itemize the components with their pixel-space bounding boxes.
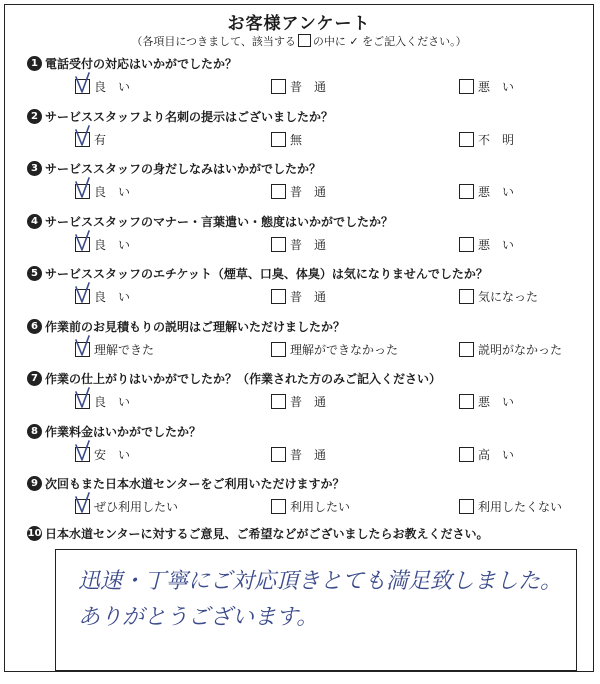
- question-2: [27, 108, 333, 125]
- option-label: 良 い: [94, 238, 131, 252]
- checkbox[interactable]: [459, 132, 474, 147]
- checkmark-icon: [73, 124, 95, 148]
- checkbox[interactable]: [271, 184, 286, 199]
- option-label: 安 い: [94, 448, 131, 462]
- survey-title: お客様アンケート: [227, 14, 371, 34]
- question-text: 作業料金はいかがでしたか？: [45, 425, 202, 439]
- option-label: 気になった: [478, 290, 539, 304]
- question-9: [27, 475, 345, 492]
- option-label: 普 通: [290, 80, 327, 94]
- checkbox[interactable]: [459, 447, 474, 462]
- comment-field[interactable]: [55, 549, 577, 671]
- checkbox[interactable]: [271, 342, 286, 357]
- question-number-badge: 2: [27, 109, 42, 124]
- question-number-badge: 8: [27, 424, 42, 439]
- question-text: 作業の仕上がりはいかがでしたか？（作業された方のみご記入ください）: [45, 372, 442, 386]
- checkbox[interactable]: [271, 289, 286, 304]
- question-number-badge: 9: [27, 476, 42, 491]
- checkmark-icon: [73, 386, 95, 410]
- question-1: [27, 55, 237, 72]
- checkbox[interactable]: [271, 132, 286, 147]
- checkbox[interactable]: [271, 79, 286, 94]
- checkmark-icon: [73, 439, 95, 463]
- option-label: 説明がなかった: [478, 343, 563, 357]
- question-3: [27, 160, 321, 177]
- handwritten-comment-line-1: 迅速・丁寧にご対応頂きとても満足致しました。: [78, 569, 563, 594]
- option-label: 理解ができなかった: [290, 343, 399, 357]
- option-label: 不 明: [478, 133, 515, 147]
- question-text: サービススタッフより名刺の提示はございましたか？: [45, 110, 334, 124]
- option-label: 利用したい: [290, 500, 351, 514]
- instruction-before: （各項目につきまして、該当する: [131, 35, 296, 48]
- question-number-badge: 4: [27, 214, 42, 229]
- question-text: 作業前のお見積もりの説明はご理解いただけましたか？: [45, 320, 346, 334]
- instruction-after: の中に ✓ をご記入ください。）: [312, 35, 467, 48]
- question-number-badge: 10: [27, 528, 42, 539]
- option-label: 高 い: [478, 448, 515, 462]
- question-5: [27, 265, 488, 282]
- question-number-badge: 1: [27, 56, 42, 71]
- question-4: [27, 213, 393, 230]
- checkmark-icon: [73, 491, 95, 515]
- option-label: 良 い: [94, 290, 131, 304]
- option-label: 普 通: [290, 238, 327, 252]
- option-label: 良 い: [94, 395, 131, 409]
- option-label: 普 通: [290, 395, 327, 409]
- checkmark-icon: [73, 281, 95, 305]
- question-6: [27, 318, 345, 335]
- question-number-badge: 7: [27, 371, 42, 386]
- option-label: 悪 い: [478, 185, 515, 199]
- question-text: サービススタッフのエチケット（煙草、口臭、体臭）は気になりませんでしたか？: [45, 267, 488, 281]
- option-label: 普 通: [290, 448, 327, 462]
- checkmark-icon: [73, 334, 95, 358]
- handwritten-comment-line-2: ありがとうございます。: [78, 605, 319, 630]
- checkbox[interactable]: [271, 237, 286, 252]
- option-label: 良 い: [94, 185, 131, 199]
- checkmark-icon: [73, 176, 95, 200]
- option-label: 悪 い: [478, 238, 515, 252]
- checkmark-icon: [73, 71, 95, 95]
- option-label: 無: [290, 133, 303, 147]
- checkbox[interactable]: [459, 237, 474, 252]
- question-number-badge: 6: [27, 319, 42, 334]
- checkbox[interactable]: [459, 499, 474, 514]
- comment-question: [27, 525, 489, 542]
- question-7: [27, 370, 441, 387]
- question-number-badge: 5: [27, 266, 42, 281]
- checkmark-icon: [73, 229, 95, 253]
- option-label: 利用したくない: [478, 500, 563, 514]
- question-number-badge: 3: [27, 161, 42, 176]
- option-label: ぜひ利用したい: [94, 500, 179, 514]
- instruction-text: [5, 33, 593, 49]
- question-text: サービススタッフの身だしなみはいかがでしたか？: [45, 162, 322, 176]
- survey-sheet: [4, 4, 594, 672]
- option-label: 有: [94, 133, 107, 147]
- checkbox[interactable]: [459, 79, 474, 94]
- checkbox[interactable]: [271, 394, 286, 409]
- option-label: 普 通: [290, 185, 327, 199]
- option-label: 普 通: [290, 290, 327, 304]
- checkbox[interactable]: [271, 447, 286, 462]
- question-text: 次回もまた日本水道センターをご利用いただけますか？: [45, 477, 345, 491]
- checkbox[interactable]: [459, 184, 474, 199]
- checkbox-sample-icon: [298, 34, 311, 47]
- option-label: 悪 い: [478, 395, 515, 409]
- checkbox[interactable]: [459, 394, 474, 409]
- checkbox[interactable]: [459, 342, 474, 357]
- option-label: 良 い: [94, 80, 131, 94]
- checkbox[interactable]: [459, 289, 474, 304]
- option-label: 理解できた: [94, 343, 155, 357]
- question-8: [27, 423, 201, 440]
- question-text: 電話受付の対応はいかがでしたか？: [45, 57, 238, 71]
- option-label: 悪 い: [478, 80, 515, 94]
- question-text: サービススタッフのマナー・言葉遣い・態度はいかがでしたか？: [45, 215, 394, 229]
- comment-question-text: 日本水道センターに対するご意見、ご希望などがございましたらお教えください。: [45, 527, 489, 541]
- checkbox[interactable]: [271, 499, 286, 514]
